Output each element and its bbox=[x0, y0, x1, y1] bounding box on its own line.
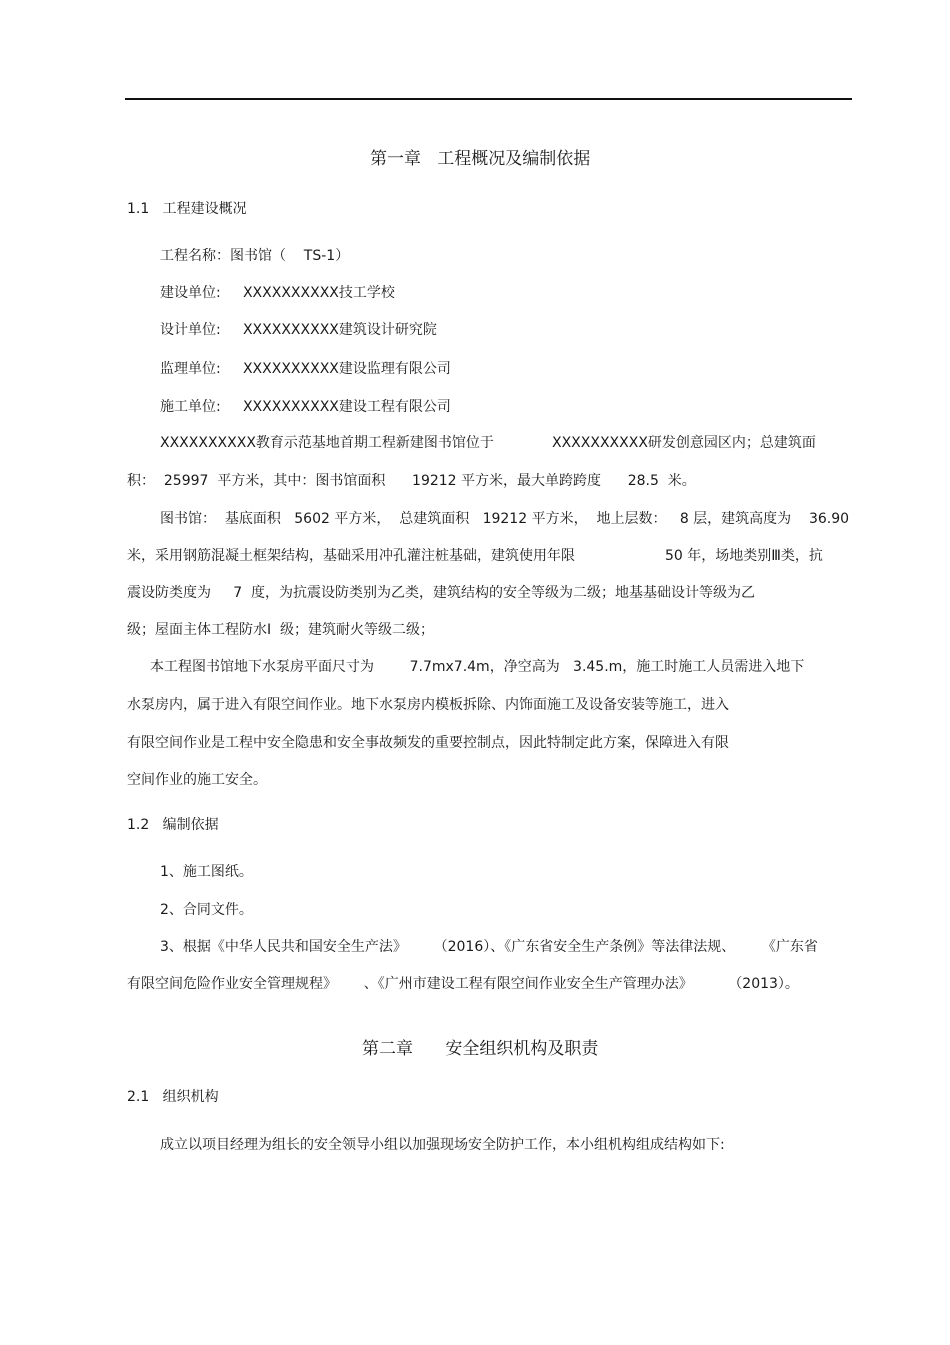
paragraph-3-line-2: 水泵房内，属于进入有限空间作业。地下水泵房内模板拆除、内饰面施工及设备安装等施工，进入 bbox=[127, 697, 729, 713]
project-name-line: 工程名称：图书馆（ TS-1） bbox=[160, 248, 350, 264]
section-1-2-heading: 1.2 编制依据 bbox=[127, 817, 219, 833]
paragraph-2-line-4: 级；屋面主体工程防水Ⅰ 级；建筑耐火等级二级； bbox=[127, 622, 435, 638]
paragraph-3-line-4: 空间作业的施工安全。 bbox=[127, 772, 267, 788]
section-2-1-heading: 2.1 组织机构 bbox=[127, 1089, 219, 1105]
designer-line: 设计单位: XXXXXXXXXX建筑设计研究院 bbox=[160, 322, 437, 338]
basis-item-1: 1、施工图纸。 bbox=[160, 864, 253, 880]
supervisor-line: 监理单位: XXXXXXXXXX建设监理有限公司 bbox=[160, 361, 451, 377]
paragraph-3-line-3: 有限空间作业是工程中安全隐患和安全事故频发的重要控制点，因此特制定此方案，保障进入有限 bbox=[127, 735, 729, 751]
paragraph-2-line-3: 震设防类度为 7 度，为抗震设防类别为乙类，建筑结构的安全等级为二级；地基基础设计等级为乙 bbox=[127, 585, 756, 601]
builder-line: 建设单位: XXXXXXXXXX技工学校 bbox=[160, 285, 395, 301]
paragraph-2-line-2b: 50 年，场地类别Ⅲ类，抗 bbox=[665, 548, 823, 564]
contractor-line: 施工单位: XXXXXXXXXX建设工程有限公司 bbox=[160, 399, 451, 415]
paragraph-1-line-1a: XXXXXXXXXX教育示范基地首期工程新建图书馆位于 bbox=[160, 435, 494, 451]
organization-paragraph: 成立以项目经理为组长的安全领导小组以加强现场安全防护工作，本小组机构组成结构如下: bbox=[160, 1137, 725, 1153]
section-1-1-heading: 1.1 工程建设概况 bbox=[127, 201, 247, 217]
basis-item-2: 2、合同文件。 bbox=[160, 902, 253, 918]
paragraph-1-line-1b: XXXXXXXXXX研发创意园区内；总建筑面 bbox=[552, 435, 816, 451]
header-rule bbox=[125, 98, 852, 100]
paragraph-2-line-2a: 米，采用钢筋混凝土框架结构，基础采用冲孔灌注桩基础，建筑使用年限 bbox=[127, 548, 575, 564]
basis-item-3-line-1: 3、根据《中华人民共和国安全生产法》 （2016）、《广东省安全生产条例》等法律法规、 《广东省 bbox=[160, 939, 818, 955]
chapter-2-title: 第二章 安全组织机构及职责 bbox=[362, 1039, 599, 1059]
paragraph-2-line-1: 图书馆： 基底面积 5602 平方米， 总建筑面积 19212 平方米， 地上层数： 8 层，建筑高度为 36.90 bbox=[160, 511, 850, 527]
basis-item-3-line-2: 有限空间危险作业安全管理规程》 、《广州市建设工程有限空间作业安全生产管理办法》 （2013）。 bbox=[127, 976, 799, 992]
paragraph-3-line-1: 本工程图书馆地下水泵房平面尺寸为 7.7mx7.4m，净空高为 3.45.m，施工时施工人员需进入地下 bbox=[150, 659, 805, 675]
chapter-1-title: 第一章 工程概况及编制依据 bbox=[370, 149, 591, 169]
paragraph-1-line-2: 积： 25997 平方米，其中：图书馆面积 19212 平方米，最大单跨跨度 28.5 米。 bbox=[127, 473, 696, 489]
